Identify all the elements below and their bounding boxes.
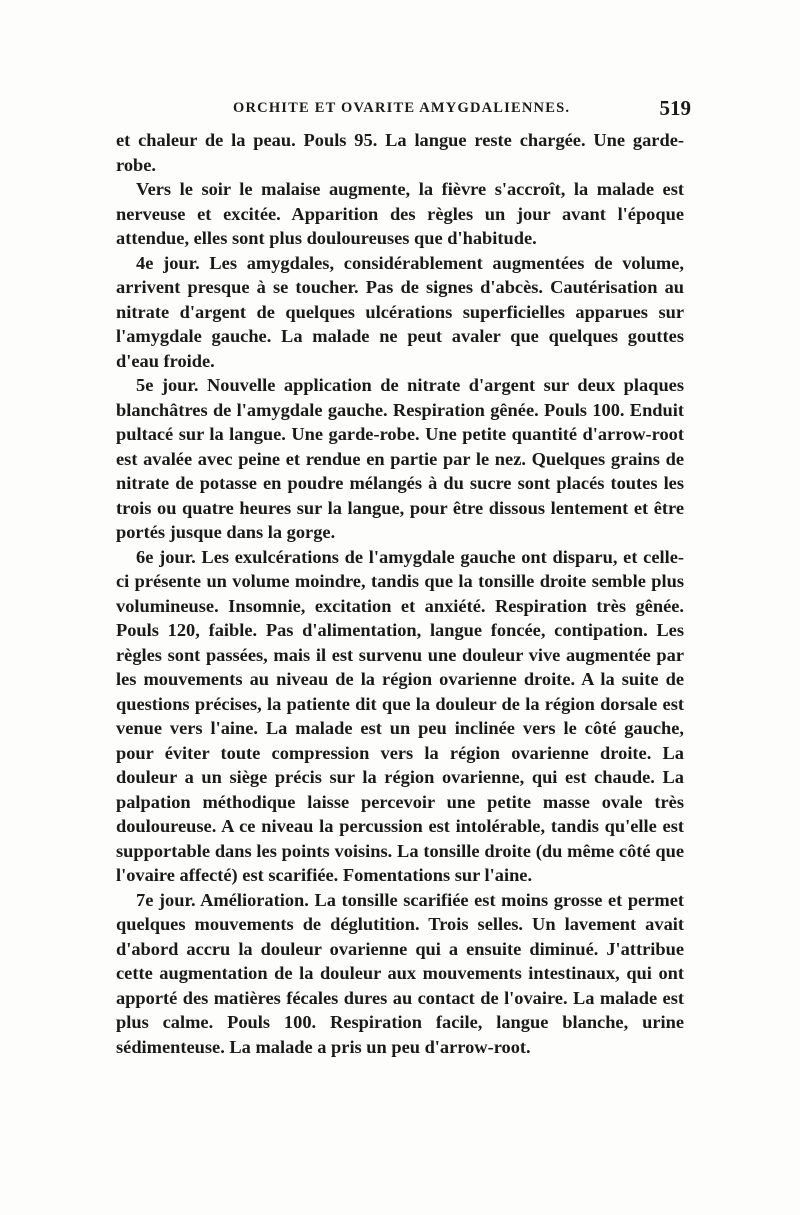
paragraph-day-6: 6e jour. Les exulcérations de l'amygdale gauche ont disparu, et celle-ci présente un volume moindre, tandis que la tonsille droite semble plus volumineuse. Insomnie, excitation et anxiété. Respiration très gênée. Pouls 120, faible. Pas d'alimentation, langue foncée, contipation. Les règles sont passées, mais il est survenu une douleur vive augmentée par les mouvements au niveau de la région ovarienne droite. A la suite de questions précises, la patiente dit que la douleur de la région dorsale est venue vers l'aine. La malade est un peu inclinée vers le côté gauche, pour éviter toute compression vers la région ovarienne droite. La douleur a un siège précis sur la région ovarienne, qui est chaude. La palpation méthodique laisse percevoir une petite masse ovale très douloureuse. A ce niveau la percussion est intolérable, tandis qu'elle est supportable dans les points voisins. La tonsille droite (du même côté que l'ovaire affecté) est scarifiée. Fomentations sur l'aine. (116, 546, 684, 885)
body-text (116, 128, 684, 1059)
paragraph-continuation: et chaleur de la peau. Pouls 95. La langue reste chargée. Une garde-robe. (116, 130, 684, 175)
running-head (115, 96, 691, 124)
page-number: 519 (659, 96, 691, 120)
running-title: ORCHITE ET OVARITE AMYGDALIENNES. (233, 100, 571, 116)
paragraph-day-4: 4e jour. Les amygdales, considérablement augmentées de volume, arrivent presque à se toucher. Pas de signes d'abcès. Cautérisation au nitrate d'argent de quelques ulcérations superficielles apparues sur l'amygdale gauche. La malade ne peut avaler que quelques gouttes d'eau froide. (116, 252, 684, 371)
paragraph-day-5: 5e jour. Nouvelle application de nitrate d'argent sur deux plaques blanchâtres de l'amygdale gauche. Respiration gênée. Pouls 100. Enduit pultacé sur la langue. Une garde-robe. Une petite quantité d'arrow-root est avalée avec peine et rendue en partie par le nez. Quelques grains de nitrate de potasse en poudre mélangés à du sucre sont placés toutes les trois ou quatre heures sur la langue, pour être dissous lentement et être portés jusque dans la gorge. (116, 375, 684, 542)
paragraph-evening: Vers le soir le malaise augmente, la fièvre s'accroît, la malade est nerveuse et excitée. Apparition des règles un jour avant l'époque attendue, elles sont plus douloureuses que d'habitude. (116, 179, 684, 248)
paragraph-day-7: 7e jour. Amélioration. La tonsille scarifiée est moins grosse et permet quelques mouvements de déglutition. Trois selles. Un lavement avait d'abord accru la douleur ovarienne qui a ensuite diminué. J'attribue cette augmentation de la douleur aux mouvements intestinaux, qui ont apporté des matières fécales dures au contact de l'ovaire. La malade est plus calme. Pouls 100. Respiration facile, langue blanche, urine sédimenteuse. La malade a pris un peu d'arrow-root. (116, 889, 684, 1057)
